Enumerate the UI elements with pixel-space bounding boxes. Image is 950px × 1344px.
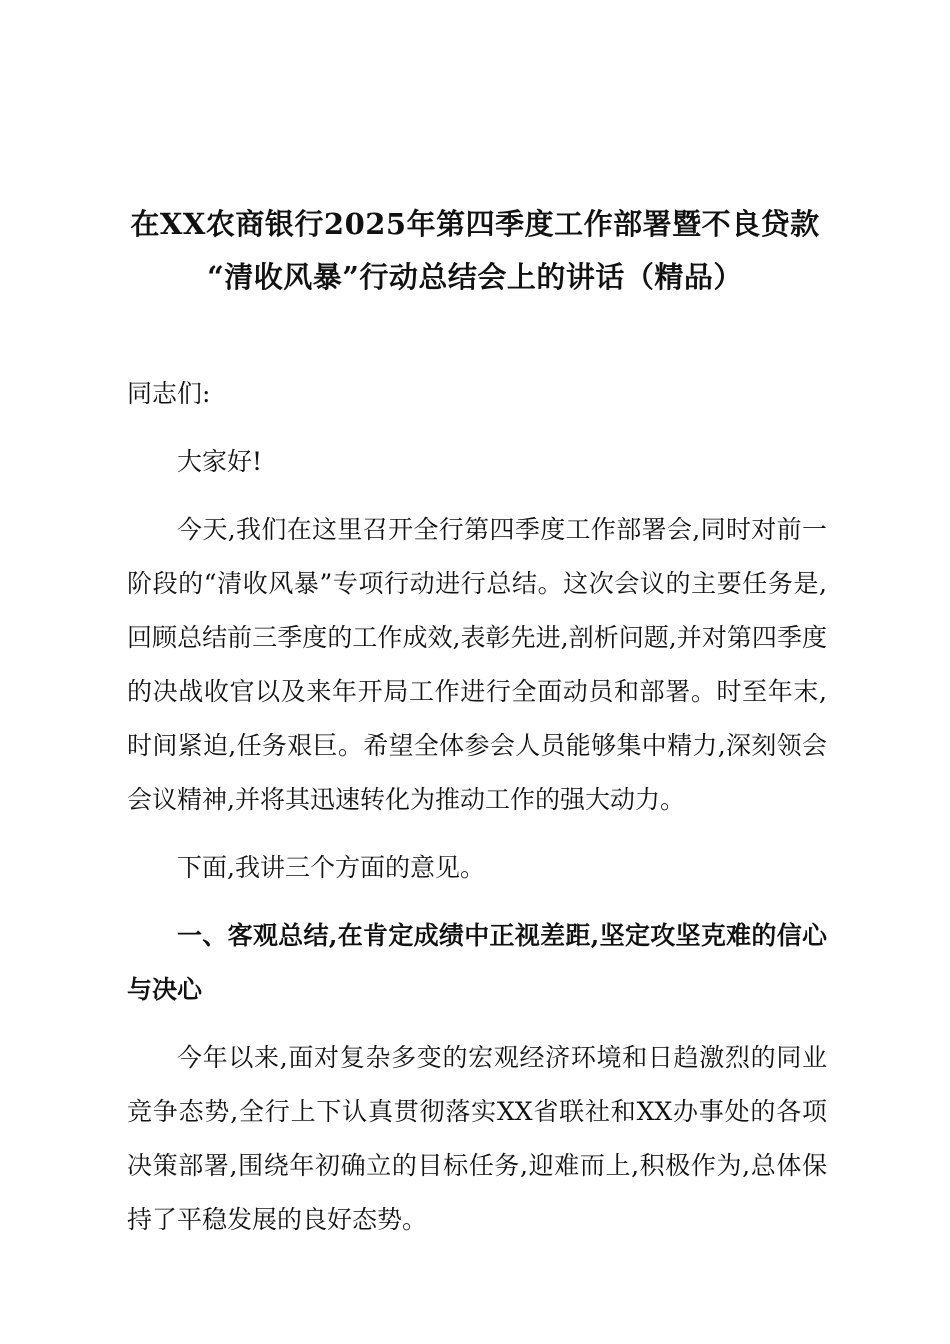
document-body — [127, 367, 827, 1247]
paragraph-opening: 今天,我们在这里召开全行第四季度工作部署会,同时对前一阶段的“清收风暴”专项行动进行总结。这次会议的主要任务是,回顾总结前三季度的工作成效,表彰先进,剖析问题,并对第四季度的决战收官以及来年开局工作进行全面动员和部署。时至年末,时间紧迫,任务艰巨。希望全体参会人员能够集中精力,深刻领会会议精神,并将其迅速转化为推动工作的强大动力。 — [127, 515, 827, 814]
salutation: 同志们: — [127, 379, 211, 408]
document-title-line-2: “清收风暴”行动总结会上的讲话（精品） — [207, 260, 743, 294]
paragraph-summary: 今年以来,面对复杂多变的宏观经济环境和日趋激烈的同业竞争态势,全行上下认真贯彻落实XX省联社和XX办事处的各项决策部署,围绕年初确立的目标任务,迎难而上,积极作为,总体保持了平稳发展的良好态势。 — [127, 1043, 827, 1234]
section-heading-1: 一、客观总结,在肯定成绩中正视差距,坚定攻坚克难的信心与决心 — [127, 921, 827, 1004]
document-title-line-1: 在XX农商银行2025年第四季度工作部署暨不良贷款 — [130, 207, 820, 241]
greeting: 大家好! — [177, 447, 263, 476]
paragraph-outline: 下面,我讲三个方面的意见。 — [177, 853, 485, 882]
